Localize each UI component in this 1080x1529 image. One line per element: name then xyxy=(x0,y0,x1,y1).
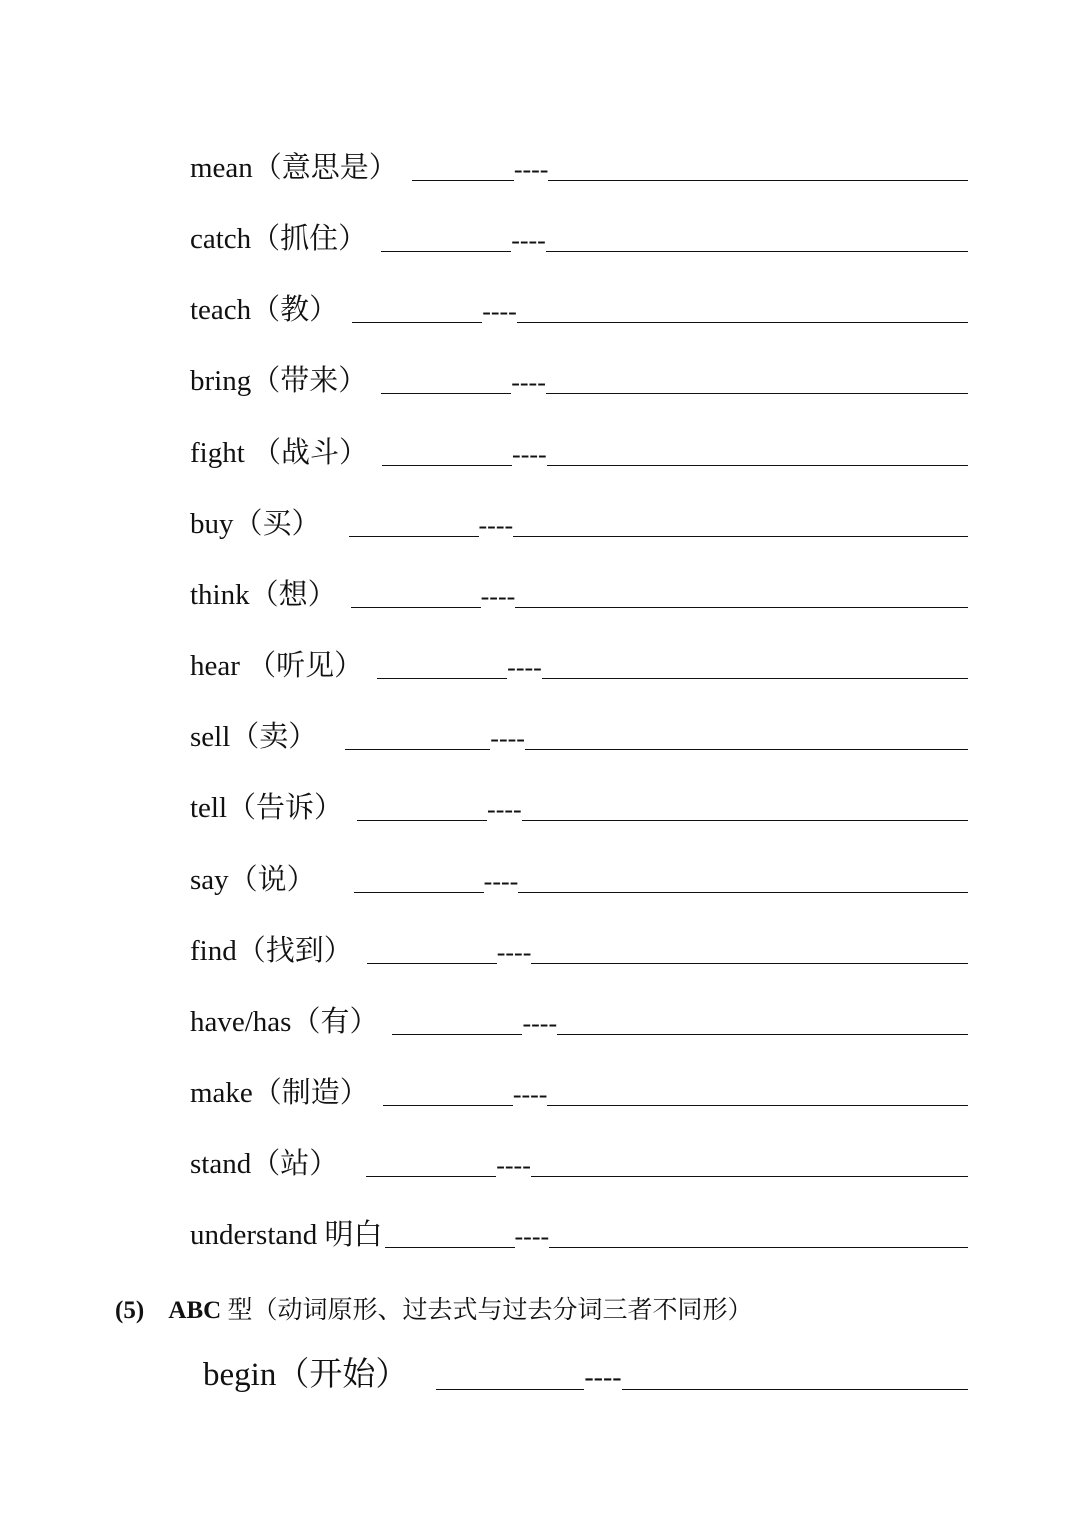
answer-blank-participle[interactable] xyxy=(525,749,968,750)
verb-word: hear （听见） xyxy=(190,650,364,682)
dash-separator: ---- xyxy=(496,1151,531,1180)
dash-separator: ---- xyxy=(496,938,532,967)
answer-blank-past[interactable] xyxy=(385,1247,515,1248)
verb-word: stand（站） xyxy=(190,1148,339,1180)
answer-blank-past[interactable] xyxy=(345,749,490,750)
verb-word: catch（抓住） xyxy=(190,223,368,255)
answer-blank-past[interactable] xyxy=(349,536,479,537)
dash-separator: ---- xyxy=(490,724,525,753)
verb-word: teach（教） xyxy=(190,294,339,326)
dash-separator: ---- xyxy=(522,1009,558,1038)
dash-separator: ---- xyxy=(584,1362,622,1393)
verb-row-say xyxy=(190,855,968,897)
verb-row-stand xyxy=(190,1139,968,1181)
verb-word: sell（卖） xyxy=(190,721,318,753)
answer-blank-past[interactable] xyxy=(354,892,484,893)
answer-blank-past[interactable] xyxy=(382,465,512,466)
verb-row-think xyxy=(190,570,968,612)
section-heading xyxy=(115,1290,752,1326)
dash-separator: ---- xyxy=(483,867,519,896)
section-description: 型（动词原形、过去式与过去分词三者不同形） xyxy=(227,1297,753,1324)
answer-blank-participle[interactable] xyxy=(549,1247,968,1248)
answer-blank-past[interactable] xyxy=(436,1389,584,1390)
verb-row-begin xyxy=(203,1352,968,1394)
answer-blank-participle[interactable] xyxy=(557,1034,968,1035)
answer-blank-participle[interactable] xyxy=(518,892,968,893)
dash-separator: ---- xyxy=(512,440,547,469)
answer-blank-past[interactable] xyxy=(412,180,514,181)
answer-blank-past[interactable] xyxy=(381,393,511,394)
verb-word: make（制造） xyxy=(190,1077,369,1109)
answer-blank-past[interactable] xyxy=(392,1034,522,1035)
dash-separator: ---- xyxy=(480,582,516,611)
answer-blank-participle[interactable] xyxy=(542,678,968,679)
dash-separator: ---- xyxy=(478,511,514,540)
section-number: (5) xyxy=(115,1297,145,1324)
answer-blank-past[interactable] xyxy=(366,1176,496,1177)
verb-row-bring xyxy=(190,356,968,398)
verb-row-buy xyxy=(190,499,968,541)
dash-separator: ---- xyxy=(513,155,549,184)
verb-word: begin（开始） xyxy=(203,1357,409,1393)
verb-row-sell xyxy=(190,712,968,754)
verb-row-hear xyxy=(190,641,968,683)
answer-blank-past[interactable] xyxy=(351,607,481,608)
answer-blank-participle[interactable] xyxy=(515,607,968,608)
verb-word: find（找到） xyxy=(190,935,353,967)
verb-word: buy（买） xyxy=(190,508,321,540)
verb-word: have/has（有） xyxy=(190,1006,379,1038)
verb-word: understand 明白 xyxy=(190,1219,383,1251)
verb-row-mean xyxy=(190,143,968,185)
answer-blank-past[interactable] xyxy=(383,1105,513,1106)
verb-word: bring（带来） xyxy=(190,365,368,397)
answer-blank-participle[interactable] xyxy=(622,1389,968,1390)
dash-separator: ---- xyxy=(514,1222,550,1251)
verb-row-have xyxy=(190,997,968,1039)
answer-blank-participle[interactable] xyxy=(547,1105,968,1106)
verb-row-teach xyxy=(190,285,968,327)
verb-row-make xyxy=(190,1068,968,1110)
answer-blank-participle[interactable] xyxy=(531,1176,968,1177)
dash-separator: ---- xyxy=(482,297,517,326)
answer-blank-past[interactable] xyxy=(377,678,507,679)
verb-word: tell（告诉） xyxy=(190,792,344,824)
answer-blank-participle[interactable] xyxy=(548,180,968,181)
answer-blank-participle[interactable] xyxy=(547,465,968,466)
answer-blank-participle[interactable] xyxy=(531,963,968,964)
verb-word: say（说） xyxy=(190,864,316,896)
dash-separator: ---- xyxy=(507,653,542,682)
dash-separator: ---- xyxy=(511,226,546,255)
dash-separator: ---- xyxy=(512,1080,548,1109)
verb-word: fight （战斗） xyxy=(190,437,369,469)
answer-blank-participle[interactable] xyxy=(522,820,968,821)
answer-blank-past[interactable] xyxy=(357,820,487,821)
dash-separator: ---- xyxy=(511,368,546,397)
verb-row-understand xyxy=(190,1210,968,1252)
dash-separator: ---- xyxy=(487,795,522,824)
answer-blank-participle[interactable] xyxy=(513,536,968,537)
verb-word: mean（意思是） xyxy=(190,152,398,184)
answer-blank-past[interactable] xyxy=(367,963,497,964)
answer-blank-participle[interactable] xyxy=(546,393,968,394)
answer-blank-participle[interactable] xyxy=(546,251,968,252)
answer-blank-participle[interactable] xyxy=(517,322,968,323)
verb-row-tell xyxy=(190,783,968,825)
verb-word: think（想） xyxy=(190,579,337,611)
verb-row-fight xyxy=(190,428,968,470)
section-type: ABC xyxy=(168,1297,222,1324)
verb-row-find xyxy=(190,926,968,968)
verb-row-catch xyxy=(190,214,968,256)
answer-blank-past[interactable] xyxy=(352,322,482,323)
answer-blank-past[interactable] xyxy=(381,251,511,252)
